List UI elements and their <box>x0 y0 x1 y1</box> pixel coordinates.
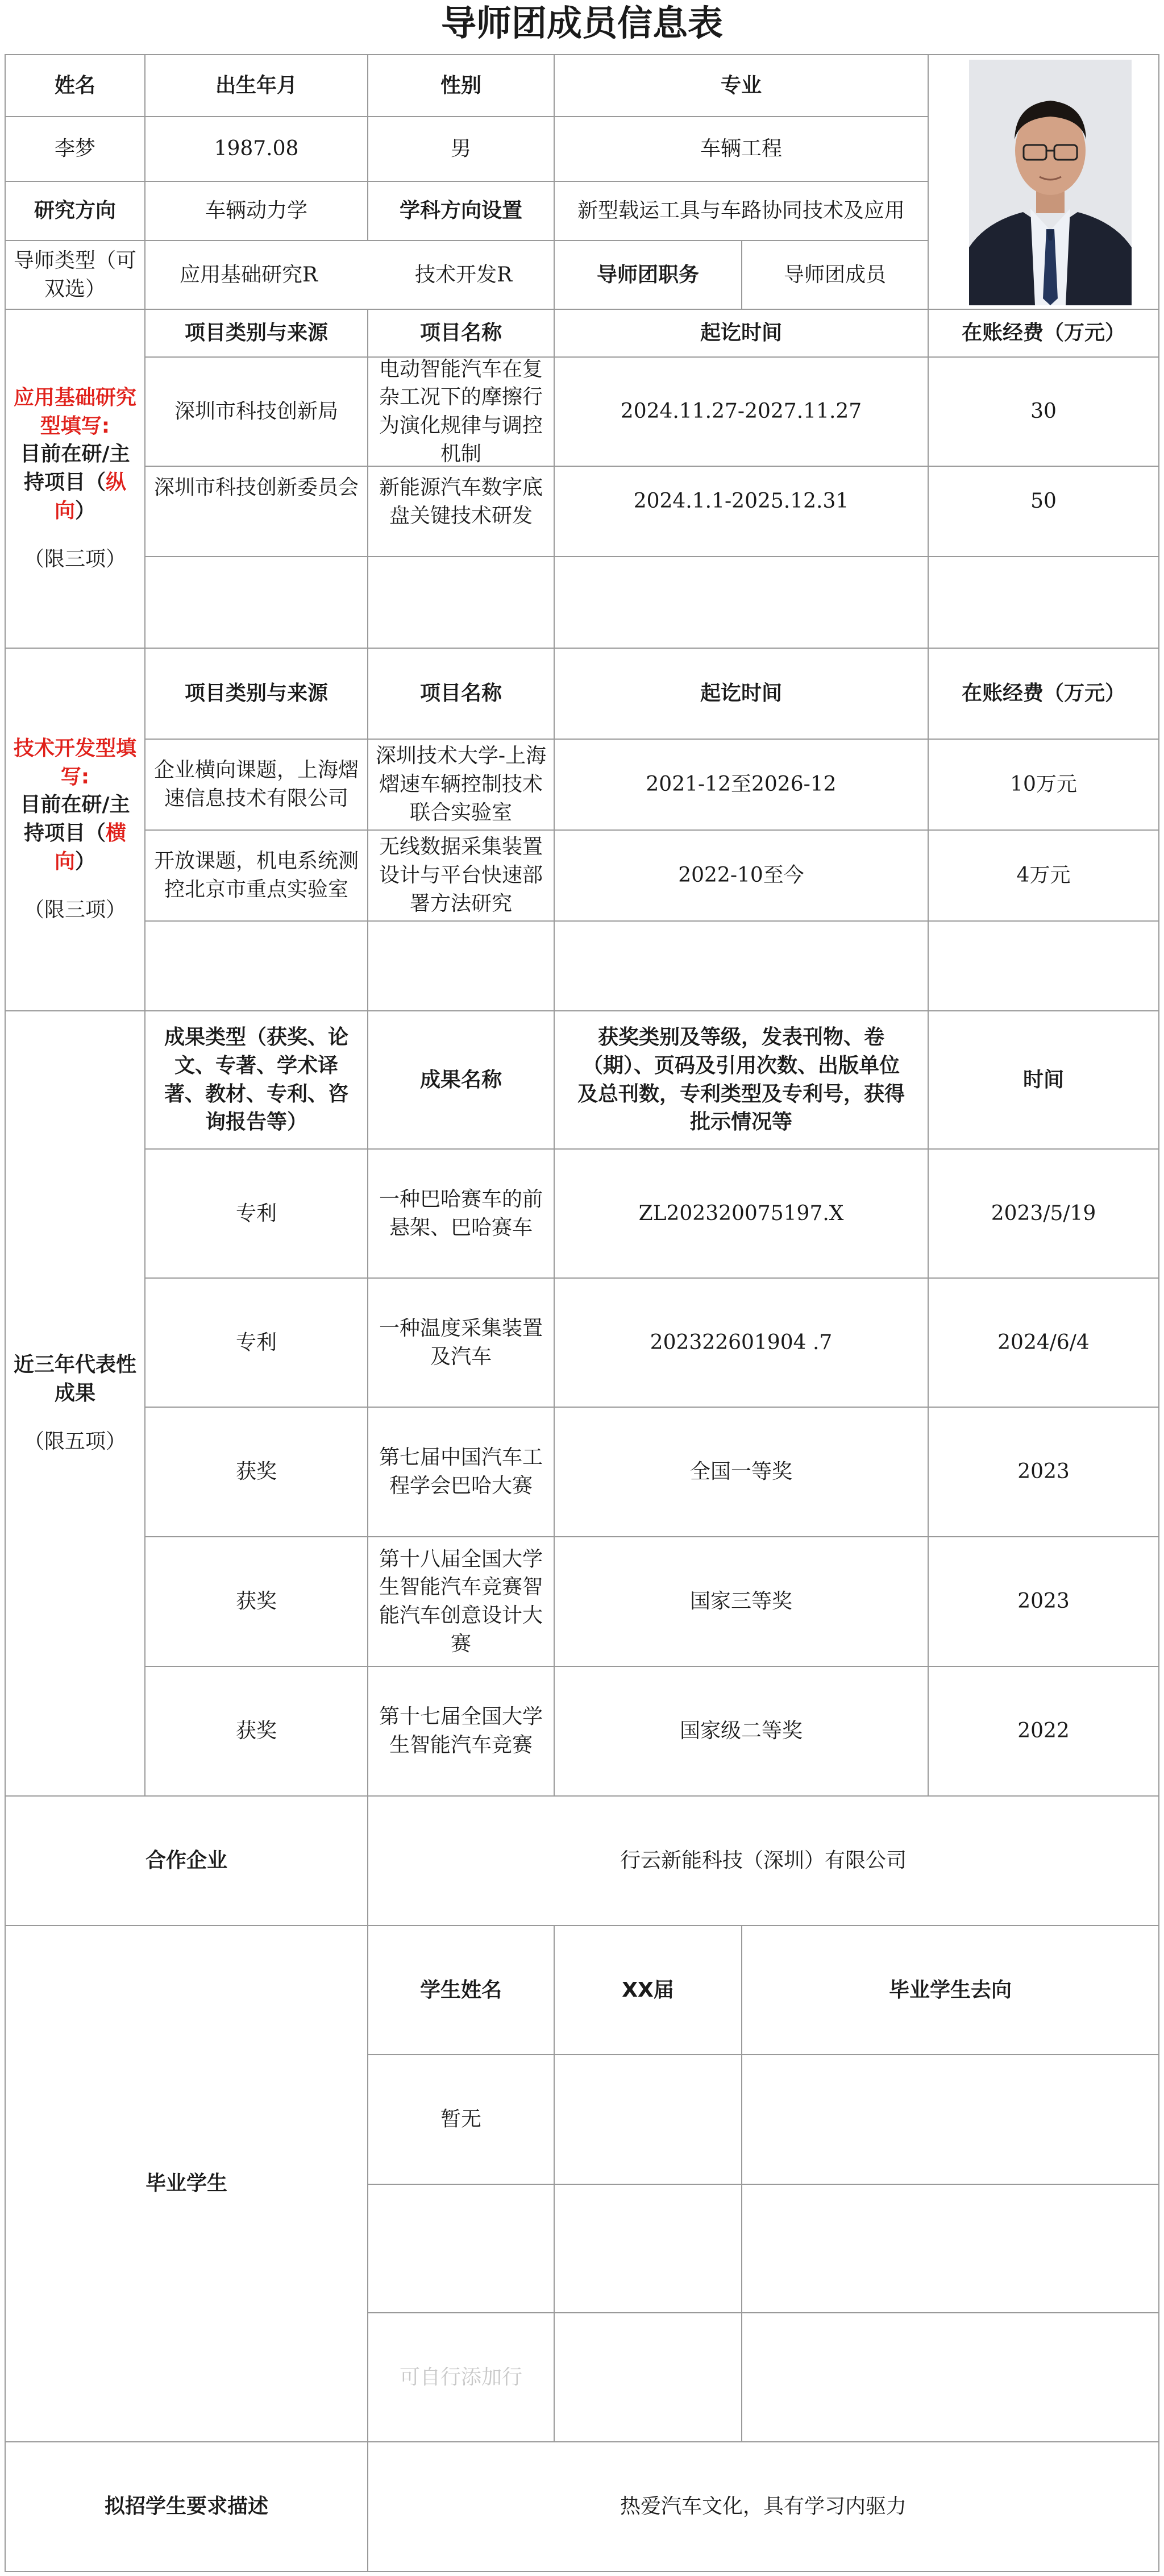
br-row2-period: 2024.1.1-2025.12.31 <box>554 466 929 557</box>
type-option-basic: 应用基础研究R <box>180 263 318 287</box>
ach-row4-detail: 国家三等奖 <box>554 1536 929 1667</box>
ach-row2-type: 专利 <box>144 1277 368 1408</box>
td-row3-name[interactable] <box>367 920 555 1011</box>
br-row2-funds: 50 <box>928 466 1159 557</box>
grad-row2-destination[interactable] <box>741 2184 1159 2313</box>
requirements-label: 拟招学生要求描述 <box>5 2441 368 2572</box>
ach-row1-name: 一种巴哈赛车的前悬架、巴哈赛车 <box>367 1148 555 1279</box>
grad-row1-class[interactable] <box>554 2054 742 2185</box>
td-row2-name: 无线数据采集装置设计与平台快速部署方法研究 <box>367 829 555 922</box>
partner-value: 行云新能科技（深圳）有限公司 <box>367 1795 1159 1926</box>
ach-row1-detail: ZL202320075197.X <box>554 1148 929 1279</box>
tech-dev-side-main: 目前在研/主持项目（ <box>20 793 130 845</box>
research-label: 研究方向 <box>5 181 146 241</box>
achievements-limit: （限五项） <box>23 1430 126 1454</box>
gender-value: 男 <box>367 116 555 182</box>
ach-row5-detail: 国家级二等奖 <box>554 1666 929 1797</box>
ach-header-type: 成果类型（获奖、论文、专著、学术译著、教材、专利、咨询报告等） <box>144 1010 368 1150</box>
td-row2-period: 2022-10至今 <box>554 829 929 922</box>
ach-row5-type: 获奖 <box>144 1666 368 1797</box>
name-label: 姓名 <box>5 54 146 117</box>
achievements-side-title: 近三年代表性成果 <box>13 1353 136 1405</box>
research-value: 车辆动力学 <box>144 181 368 241</box>
ach-header-detail: 获奖类别及等级，发表刊物、卷（期）、页码及引用次数、出版单位及总刊数，专利类型及专利号，获得批示情况等 <box>554 1010 929 1150</box>
br-row3-source[interactable] <box>144 556 368 649</box>
tech-dev-side-horizontal: 横向 <box>54 822 127 873</box>
br-row1-funds: 30 <box>928 356 1159 467</box>
br-header-funds: 在账经费（万元） <box>928 309 1159 358</box>
major-value: 车辆工程 <box>554 116 929 182</box>
profile-photo <box>969 60 1132 305</box>
td-header-funds: 在账经费（万元） <box>928 648 1159 740</box>
grad-row3-destination[interactable] <box>741 2312 1159 2442</box>
requirements-value: 热爱汽车文化，具有学习内驱力 <box>367 2441 1159 2572</box>
discipline-label: 学科方向设置 <box>367 181 555 241</box>
td-row1-period: 2021-12至2026-12 <box>554 739 929 831</box>
basic-research-side <box>5 309 146 649</box>
ach-row5-time: 2022 <box>928 1666 1159 1797</box>
tech-dev-side <box>5 648 146 1011</box>
td-row3-period[interactable] <box>554 920 929 1011</box>
person-portrait-icon <box>969 60 1132 305</box>
tech-dev-side-title: 技术开发型填写: <box>13 736 136 789</box>
td-header-source: 项目类别与来源 <box>144 648 368 740</box>
grad-row1-destination[interactable] <box>741 2054 1159 2185</box>
grad-header-class: XX届 <box>554 1925 742 2055</box>
tech-dev-limit: （限三项） <box>23 898 126 922</box>
grad-header-name: 学生姓名 <box>367 1925 555 2055</box>
grad-row2-class[interactable] <box>554 2184 742 2313</box>
achievements-side <box>5 1010 146 1797</box>
ach-row1-time: 2023/5/19 <box>928 1148 1159 1279</box>
partner-label: 合作企业 <box>5 1795 368 1926</box>
ach-row4-name: 第十八届全国大学生智能汽车竞赛智能汽车创意设计大赛 <box>367 1536 555 1667</box>
td-row3-funds[interactable] <box>928 920 1159 1011</box>
type-option-tech: 技术开发R <box>415 263 513 287</box>
ach-row3-detail: 全国一等奖 <box>554 1407 929 1537</box>
page-title: 导师团成员信息表 <box>440 2 723 44</box>
td-row3-source[interactable] <box>144 920 368 1011</box>
ach-row2-name: 一种温度采集装置及汽车 <box>367 1277 555 1408</box>
td-row1-source: 企业横向课题，上海熠速信息技术有限公司 <box>144 739 368 831</box>
basic-research-side-main: 目前在研/主持项目（ <box>20 442 130 494</box>
br-row3-period[interactable] <box>554 556 929 649</box>
ach-row3-time: 2023 <box>928 1407 1159 1537</box>
ach-row4-type: 获奖 <box>144 1536 368 1667</box>
ach-header-name: 成果名称 <box>367 1010 555 1150</box>
ach-row5-name: 第十七届全国大学生智能汽车竞赛 <box>367 1666 555 1797</box>
name-value: 李梦 <box>5 116 146 182</box>
role-value: 导师团成员 <box>741 240 929 310</box>
td-header-name: 项目名称 <box>367 648 555 740</box>
basic-research-side-tail: ） <box>75 499 96 522</box>
br-row3-name[interactable] <box>367 556 555 649</box>
br-row2-source: 深圳市科技创新委员会 <box>144 466 368 557</box>
br-row2-name: 新能源汽车数字底盘关键技术研发 <box>367 466 555 557</box>
grad-row3-class[interactable] <box>554 2312 742 2442</box>
basic-research-side-vertical: 纵向 <box>54 471 127 522</box>
basic-research-side-title: 应用基础研究型填写: <box>13 385 136 438</box>
grad-row2-name[interactable] <box>367 2184 555 2313</box>
gender-label: 性别 <box>367 54 555 117</box>
graduates-label: 毕业学生 <box>5 1925 368 2442</box>
ach-row2-time: 2024/6/4 <box>928 1277 1159 1408</box>
td-row1-name: 深圳技术大学-上海熠速车辆控制技术联合实验室 <box>367 739 555 831</box>
type-label: 导师类型（可双选） <box>5 240 146 310</box>
ach-header-time: 时间 <box>928 1010 1159 1150</box>
td-header-period: 起讫时间 <box>554 648 929 740</box>
ach-row2-detail: 202322601904 .7 <box>554 1277 929 1408</box>
tech-dev-side-tail: ） <box>75 849 96 873</box>
br-header-name: 项目名称 <box>367 309 555 358</box>
grad-row1-name: 暂无 <box>367 2054 555 2185</box>
ach-row4-time: 2023 <box>928 1536 1159 1667</box>
grad-header-destination: 毕业学生去向 <box>741 1925 1159 2055</box>
birth-value: 1987.08 <box>144 116 368 182</box>
td-row2-source: 开放课题，机电系统测控北京市重点实验室 <box>144 829 368 922</box>
discipline-value: 新型载运工具与车路协同技术及应用 <box>554 181 929 241</box>
role-label: 导师团职务 <box>554 240 742 310</box>
br-row3-funds[interactable] <box>928 556 1159 649</box>
birth-label: 出生年月 <box>144 54 368 117</box>
type-options <box>144 240 555 310</box>
ach-row3-name: 第七届中国汽车工程学会巴哈大赛 <box>367 1407 555 1537</box>
ach-row1-type: 专利 <box>144 1148 368 1279</box>
basic-research-limit: （限三项） <box>23 547 126 571</box>
ach-row3-type: 获奖 <box>144 1407 368 1537</box>
br-header-period: 起讫时间 <box>554 309 929 358</box>
br-row1-period: 2024.11.27-2027.11.27 <box>554 356 929 467</box>
major-label: 专业 <box>554 54 929 117</box>
br-header-source: 项目类别与来源 <box>144 309 368 358</box>
br-row1-source: 深圳市科技创新局 <box>144 356 368 467</box>
td-row2-funds: 4万元 <box>928 829 1159 922</box>
td-row1-funds: 10万元 <box>928 739 1159 831</box>
br-row1-name: 电动智能汽车在复杂工况下的摩擦行为演化规律与调控机制 <box>367 356 555 467</box>
grad-add-row-hint[interactable]: 可自行添加行 <box>367 2312 555 2442</box>
